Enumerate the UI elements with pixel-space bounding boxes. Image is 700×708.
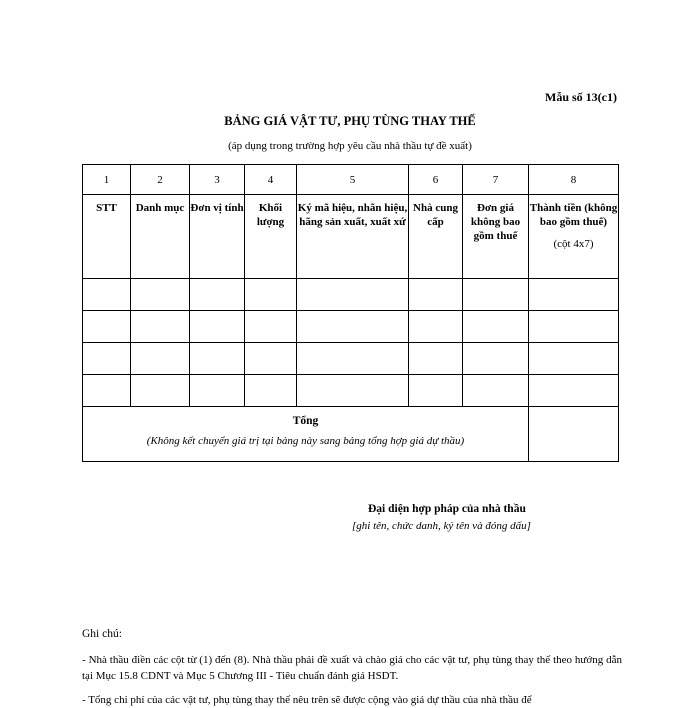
table-cell[interactable] <box>190 343 245 375</box>
table-cell[interactable] <box>297 311 409 343</box>
column-number: 3 <box>190 165 245 195</box>
column-number: 1 <box>83 165 131 195</box>
table-cell[interactable] <box>190 311 245 343</box>
column-number-row <box>83 165 619 195</box>
table-row <box>83 343 619 375</box>
document-title: BẢNG GIÁ VẬT TƯ, PHỤ TÙNG THAY THẾ <box>224 114 476 128</box>
table-cell[interactable] <box>131 375 190 407</box>
header-row <box>83 195 619 279</box>
table-cell[interactable] <box>245 343 297 375</box>
signature-instruction: [ghi tên, chức danh, ký tên và đóng dấu] <box>352 520 531 532</box>
table-cell[interactable] <box>83 311 131 343</box>
total-value-cell[interactable] <box>529 407 619 462</box>
table-cell[interactable] <box>529 375 619 407</box>
notes-label: Ghi chú: <box>82 628 122 640</box>
total-label: Tổng <box>292 415 319 427</box>
table-cell[interactable] <box>297 279 409 311</box>
column-number: 5 <box>297 165 409 195</box>
header-amount-label: Thành tiền (không bao gồm thuế) <box>529 202 618 228</box>
table-cell[interactable] <box>463 279 529 311</box>
header-unit-price: Đơn giá không bao gồm thuế <box>463 195 529 279</box>
table-cell[interactable] <box>83 375 131 407</box>
table-cell[interactable] <box>131 311 190 343</box>
note-line: - Tổng chi phí của các vật tư, phụ tùng thay thế nêu trên sẽ được cộng vào giá dự thầu của nhà thầu để <box>82 694 532 706</box>
table-cell[interactable] <box>83 279 131 311</box>
table-cell[interactable] <box>245 279 297 311</box>
table-cell[interactable] <box>463 343 529 375</box>
header-amount <box>529 195 619 279</box>
column-number: 2 <box>131 165 190 195</box>
table-cell[interactable] <box>131 279 190 311</box>
form-number: Mẫu số 13(c1) <box>545 90 617 104</box>
header-supplier: Nhà cung cấp <box>409 195 463 279</box>
price-table <box>82 164 619 462</box>
table-cell[interactable] <box>463 311 529 343</box>
signature-title: Đại diện hợp pháp của nhà thầu <box>368 503 526 515</box>
table-cell[interactable] <box>409 279 463 311</box>
document-subtitle: (áp dụng trong trường hợp yêu cầu nhà thầu tự đề xuất) <box>228 140 472 152</box>
column-number: 7 <box>463 165 529 195</box>
note-line: - Nhà thầu điền các cột từ (1) đến (8). Nhà thầu phải đề xuất và chào giá cho các vật tư, phụ tùng thay thế theo hướng dẫn tại Mục 15.8 CDNT và Mục 5 Chương III - Tiêu chuẩn đánh giá HSDT. <box>82 654 622 682</box>
total-row <box>83 407 619 462</box>
table-cell[interactable] <box>297 375 409 407</box>
header-stt: STT <box>83 195 131 279</box>
table-row <box>83 279 619 311</box>
table-row <box>83 311 619 343</box>
column-number: 8 <box>529 165 619 195</box>
table-cell[interactable] <box>409 343 463 375</box>
header-amount-formula: (cột 4x7) <box>553 238 594 250</box>
table-cell[interactable] <box>529 279 619 311</box>
header-unit: Đơn vị tính <box>190 195 245 279</box>
total-note: (Không kết chuyển giá trị tại bảng này sang bảng tổng hợp giá dự thầu) <box>146 435 465 447</box>
column-number: 4 <box>245 165 297 195</box>
header-brand: Ký mã hiệu, nhãn hiệu, hãng sản xuất, xuất xứ <box>297 195 409 279</box>
table-cell[interactable] <box>245 375 297 407</box>
table-cell[interactable] <box>529 343 619 375</box>
table-cell[interactable] <box>463 375 529 407</box>
table-row <box>83 375 619 407</box>
column-number: 6 <box>409 165 463 195</box>
table-cell[interactable] <box>409 311 463 343</box>
total-label-cell <box>83 407 529 462</box>
table-cell[interactable] <box>190 279 245 311</box>
table-cell[interactable] <box>297 343 409 375</box>
table-cell[interactable] <box>409 375 463 407</box>
table-cell[interactable] <box>245 311 297 343</box>
header-quantity: Khối lượng <box>245 195 297 279</box>
table-cell[interactable] <box>83 343 131 375</box>
table-cell[interactable] <box>529 311 619 343</box>
table-cell[interactable] <box>131 343 190 375</box>
table-cell[interactable] <box>190 375 245 407</box>
header-item: Danh mục <box>131 195 190 279</box>
